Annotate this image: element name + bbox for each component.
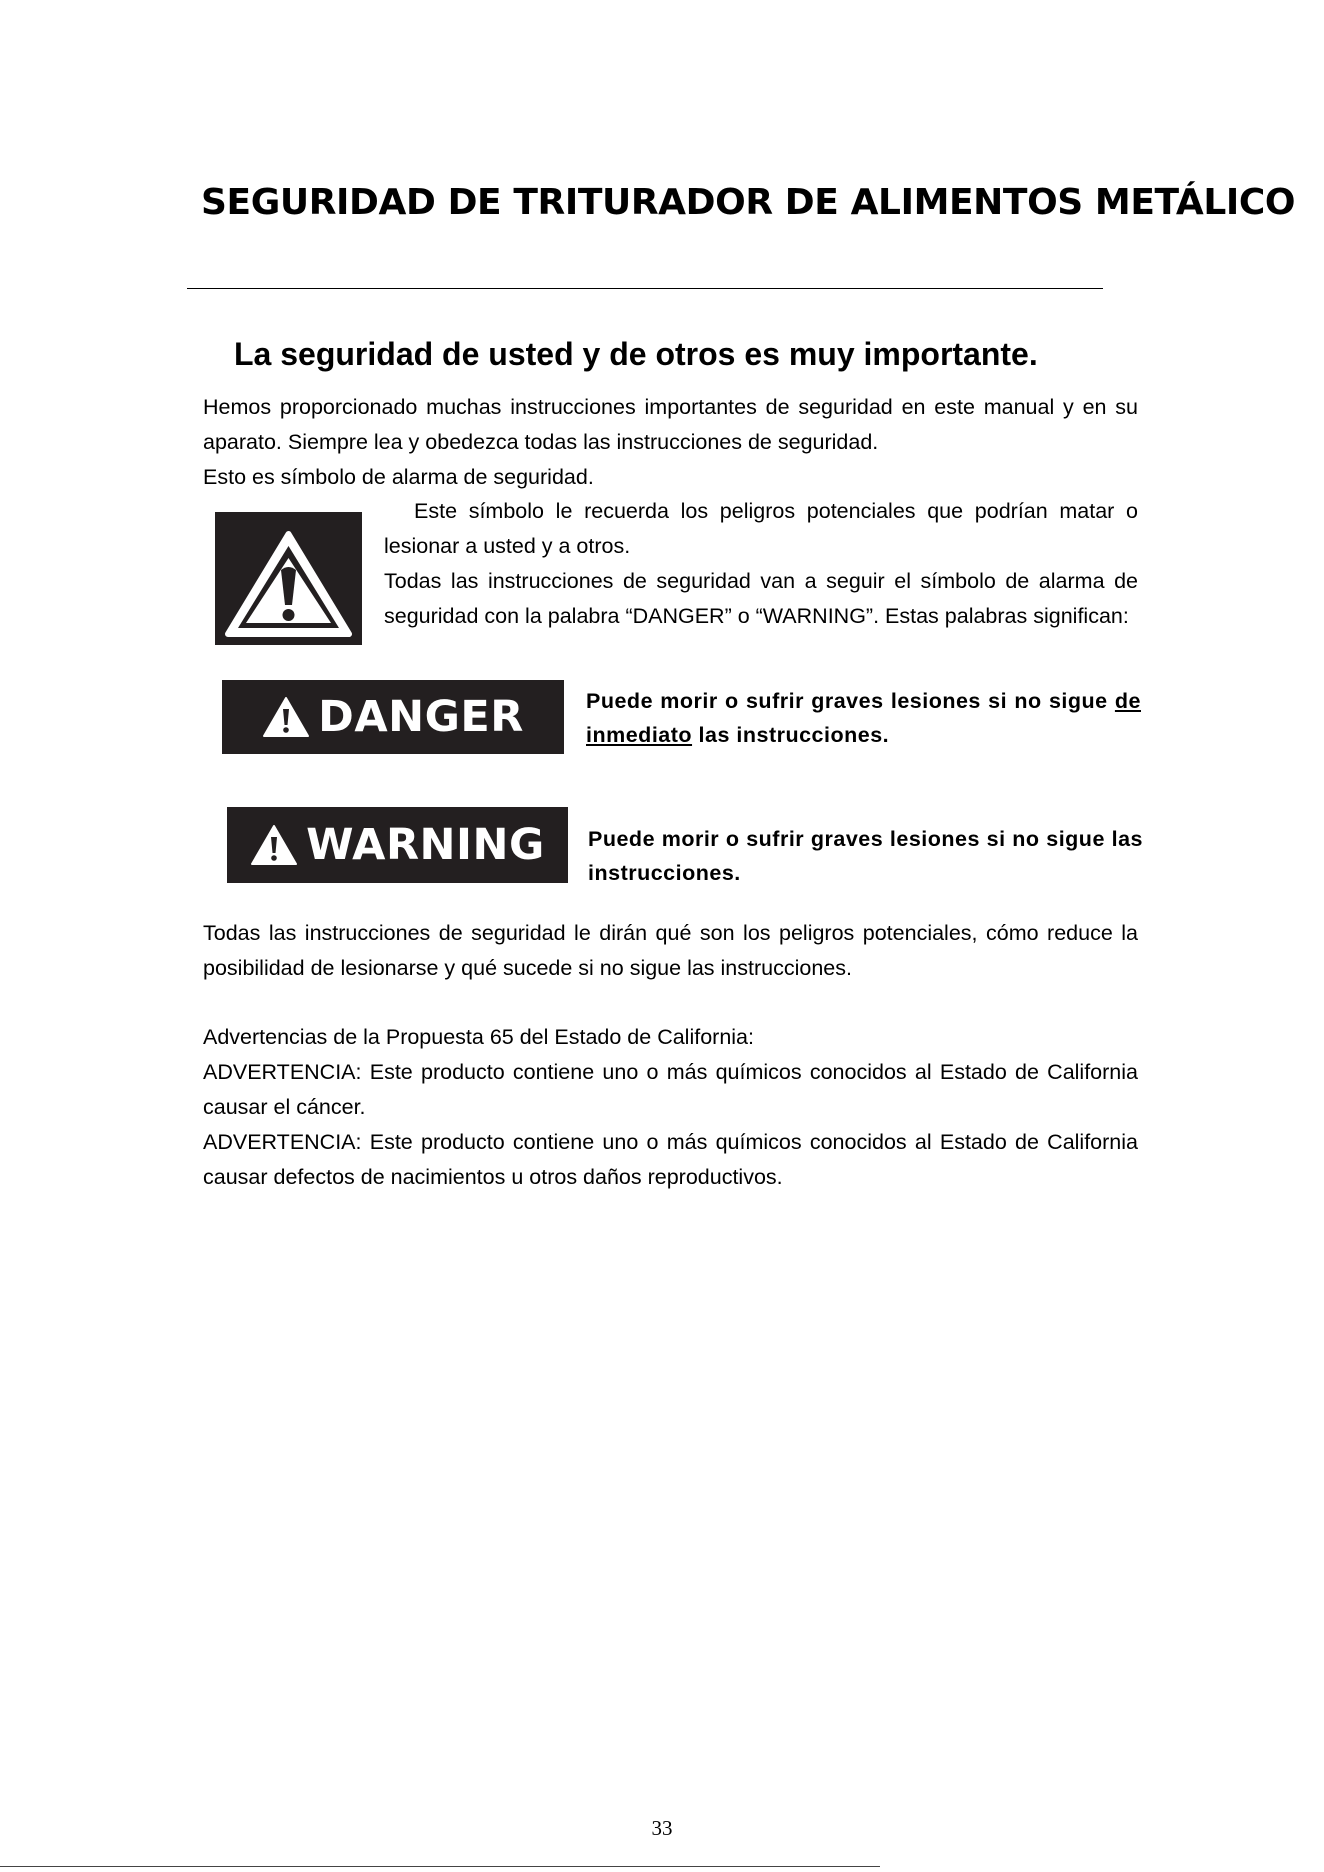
warning-triangle-icon — [262, 695, 310, 739]
danger-label: DANGER — [318, 692, 524, 742]
section-subtitle: La seguridad de usted y de otros es muy importante. — [234, 336, 1038, 372]
prop65-heading: Advertencias de la Propuesta 65 del Estado de California: — [203, 1025, 754, 1049]
danger-text-start: Puede morir o sufrir graves lesiones si no sigue — [586, 689, 1115, 713]
symbol-description-block — [384, 494, 1138, 634]
prop65-warning-reproductive: ADVERTENCIA: Este producto contiene uno o más químicos conocidos al Estado de California causar defectos de nacimientos u otros daños reproductivos. — [203, 1130, 1138, 1189]
safety-alert-icon — [215, 512, 362, 645]
symbol-description: Este símbolo le recuerda los peligros potenciales que podrían matar o lesionar a usted y a otros. — [384, 499, 1138, 558]
symbol-intro-line: Esto es símbolo de alarma de seguridad. — [203, 465, 594, 489]
page-title: SEGURIDAD DE TRITURADOR DE ALIMENTOS METÁLICO — [201, 182, 1296, 223]
warning-triangle-icon — [250, 823, 298, 867]
danger-text-end: las instrucciones. — [692, 723, 890, 747]
intro-paragraph: Hemos proporcionado muchas instrucciones importantes de seguridad en este manual y en su aparato. Siempre lea y obedezca todas las instrucciones de seguridad. — [203, 395, 1138, 454]
danger-sign — [222, 680, 564, 754]
prop65-warning-cancer: ADVERTENCIA: Este producto contiene uno o más químicos conocidos al Estado de California causar el cáncer. — [203, 1060, 1138, 1119]
title-divider — [187, 288, 1103, 289]
page-number: 33 — [651, 1816, 673, 1840]
prop65-section — [203, 1020, 1138, 1195]
warning-label: WARNING — [306, 820, 545, 870]
footer-divider — [0, 1866, 880, 1867]
danger-meaning — [586, 684, 1141, 752]
warning-sign — [227, 807, 568, 883]
symbol-instructions: Todas las instrucciones de seguridad van a seguir el símbolo de alarma de seguridad con la palabra “DANGER” o “WARNING”. Estas palabras significan: — [384, 569, 1138, 628]
all-instructions-paragraph: Todas las instrucciones de seguridad le dirán qué son los peligros potenciales, cómo reduce la posibilidad de lesionarse y qué sucede si no sigue las instrucciones. — [203, 921, 1138, 980]
warning-meaning: Puede morir o sufrir graves lesiones si no sigue las instrucciones. — [588, 827, 1143, 885]
danger-text-underlined: de inmediato — [586, 689, 1141, 747]
